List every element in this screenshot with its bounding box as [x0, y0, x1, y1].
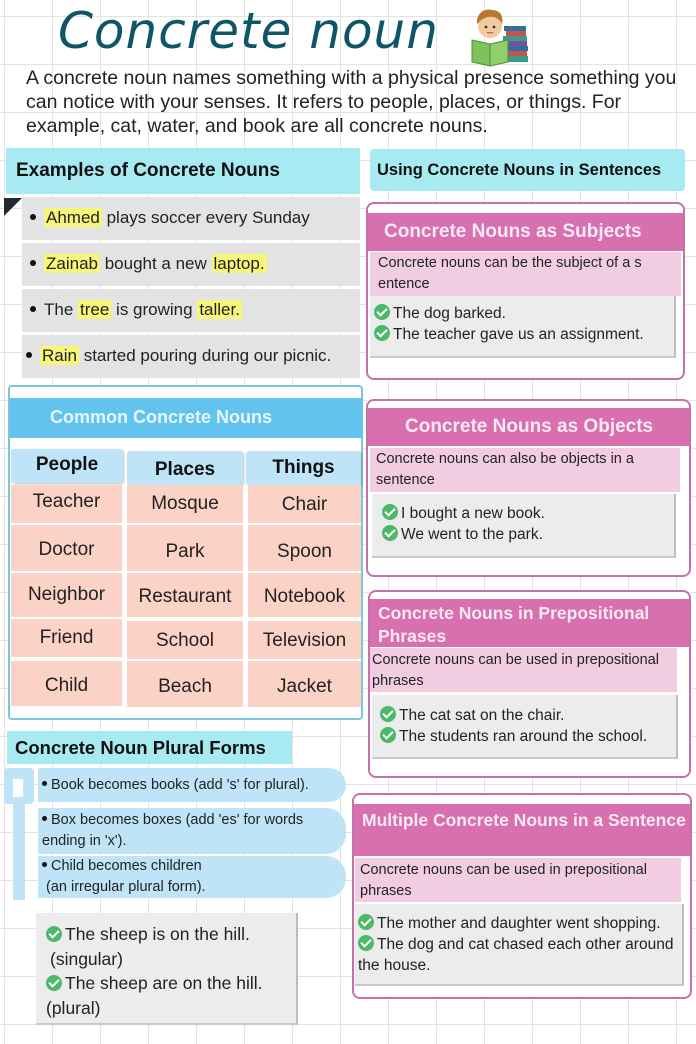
column-header-places: Places	[127, 451, 243, 485]
plural-connector-stem	[13, 800, 25, 900]
plural-rule	[38, 768, 346, 802]
bullet-icon	[42, 816, 47, 821]
card-title: Concrete Nouns as Objects	[368, 408, 689, 446]
table-cell: Television	[248, 621, 361, 659]
examples-heading: Examples of Concrete Nouns	[6, 148, 360, 194]
card-title: Concrete Nouns in Prepositional Phrases	[370, 599, 689, 647]
check-circle-icon	[382, 525, 398, 541]
example-text: plays soccer every Sunday	[101, 208, 310, 227]
example-sentence: We went to the park.	[401, 526, 543, 543]
plural-examples-box	[36, 913, 298, 1025]
example-label: (singular)	[50, 948, 123, 969]
intro-paragraph: A concrete noun names something with a physical presence something you can notice with your senses. It refers to people, places, or things. For example, cat, water, and book are all concrete nouns.	[26, 67, 677, 137]
table-cell: Mosque	[127, 485, 243, 523]
column-header-people: People	[11, 449, 123, 483]
example-item	[22, 335, 360, 378]
common-nouns-heading: Common Concrete Nouns	[10, 398, 363, 438]
card-examples	[372, 494, 676, 558]
check-circle-icon	[358, 935, 374, 951]
highlighted-noun: Zainab	[46, 254, 98, 273]
table-cell: Neighbor	[11, 573, 122, 617]
plural-connector-notch	[13, 779, 23, 797]
card-description: Concrete nouns can be used in prepositional phrases	[370, 648, 677, 692]
highlighted-noun: taller.	[199, 300, 240, 319]
example-sentence: The sheep is on the hill.	[65, 924, 250, 944]
table-cell: Child	[11, 661, 122, 706]
check-circle-icon	[380, 727, 396, 743]
table-cell: Beach	[127, 661, 243, 707]
card-examples	[370, 296, 676, 358]
example-label: (plural)	[46, 997, 101, 1018]
table-cell: Spoon	[248, 525, 361, 571]
corner-fold-decoration	[4, 198, 22, 216]
example-sentence: The mother and daughter went shopping.	[377, 915, 661, 932]
bullet-icon	[42, 781, 47, 786]
table-cell: Chair	[248, 485, 361, 523]
plural-rule-text: Book becomes books (add 's' for plural).	[51, 777, 309, 793]
table-cell: Notebook	[248, 573, 361, 617]
check-circle-icon	[46, 926, 62, 942]
plural-rule-text: ending in 'x').	[42, 833, 127, 849]
bullet-icon	[30, 260, 36, 266]
plural-forms-heading: Concrete Noun Plural Forms	[7, 731, 292, 764]
table-cell: School	[127, 621, 243, 659]
card-title: Multiple Concrete Nouns in a Sentence	[354, 804, 690, 856]
check-circle-icon	[380, 706, 396, 722]
bullet-icon	[30, 214, 36, 220]
example-sentence: The students ran around the school.	[399, 728, 648, 745]
check-circle-icon	[358, 914, 374, 930]
check-circle-icon	[374, 304, 390, 320]
example-item	[22, 197, 360, 240]
example-item	[22, 243, 360, 286]
example-text: The	[44, 300, 79, 319]
table-cell: Park	[127, 525, 243, 571]
check-circle-icon	[374, 325, 390, 341]
bullet-icon	[26, 352, 32, 358]
table-cell: Teacher	[11, 485, 122, 523]
table-cell: Doctor	[11, 525, 122, 571]
example-text: is growing	[111, 300, 198, 319]
example-text: started pouring during our picnic.	[78, 346, 332, 365]
highlighted-noun: laptop.	[213, 254, 265, 273]
bullet-icon	[30, 306, 36, 312]
highlighted-noun: Rain	[42, 346, 77, 365]
plural-rule	[38, 856, 346, 898]
card-title: Concrete Nouns as Subjects	[368, 213, 683, 251]
card-description: Concrete nouns can be the subject of a s entence	[370, 252, 681, 296]
check-circle-icon	[382, 504, 398, 520]
page-title: Concrete noun	[58, 2, 439, 60]
plural-rule-text: Child becomes children	[51, 858, 202, 874]
highlighted-noun: Ahmed	[46, 208, 100, 227]
plural-rule-text: (an irregular plural form).	[46, 879, 206, 895]
example-item	[22, 289, 360, 332]
check-circle-icon	[46, 975, 62, 991]
card-examples	[355, 904, 684, 986]
highlighted-noun: tree	[80, 300, 110, 319]
bullet-icon	[42, 862, 47, 867]
usage-heading: Using Concrete Nouns in Sentences	[370, 149, 685, 191]
table-cell: Restaurant	[127, 573, 243, 617]
example-sentence: The dog barked.	[393, 305, 506, 322]
example-sentence: The teacher gave us an assignment.	[393, 326, 644, 343]
example-sentence: The sheep are on the hill.	[65, 973, 263, 993]
card-examples	[372, 695, 678, 759]
example-text: bought a new	[99, 254, 212, 273]
plural-rule-text: Box becomes boxes (add 'es' for words	[51, 812, 304, 828]
boy-reading-book-icon	[466, 4, 532, 68]
example-sentence: The cat sat on the chair.	[399, 707, 565, 724]
table-cell: Friend	[11, 619, 122, 657]
plural-rule	[38, 808, 346, 854]
column-header-things: Things	[246, 451, 361, 485]
table-cell: Jacket	[248, 661, 361, 707]
card-description: Concrete nouns can be used in prepositional phrases	[355, 858, 681, 902]
card-description: Concrete nouns can also be objects in a sentence	[370, 448, 680, 492]
example-sentence: The dog and cat chased each other around the house.	[358, 936, 674, 974]
example-sentence: I bought a new book.	[401, 505, 545, 522]
